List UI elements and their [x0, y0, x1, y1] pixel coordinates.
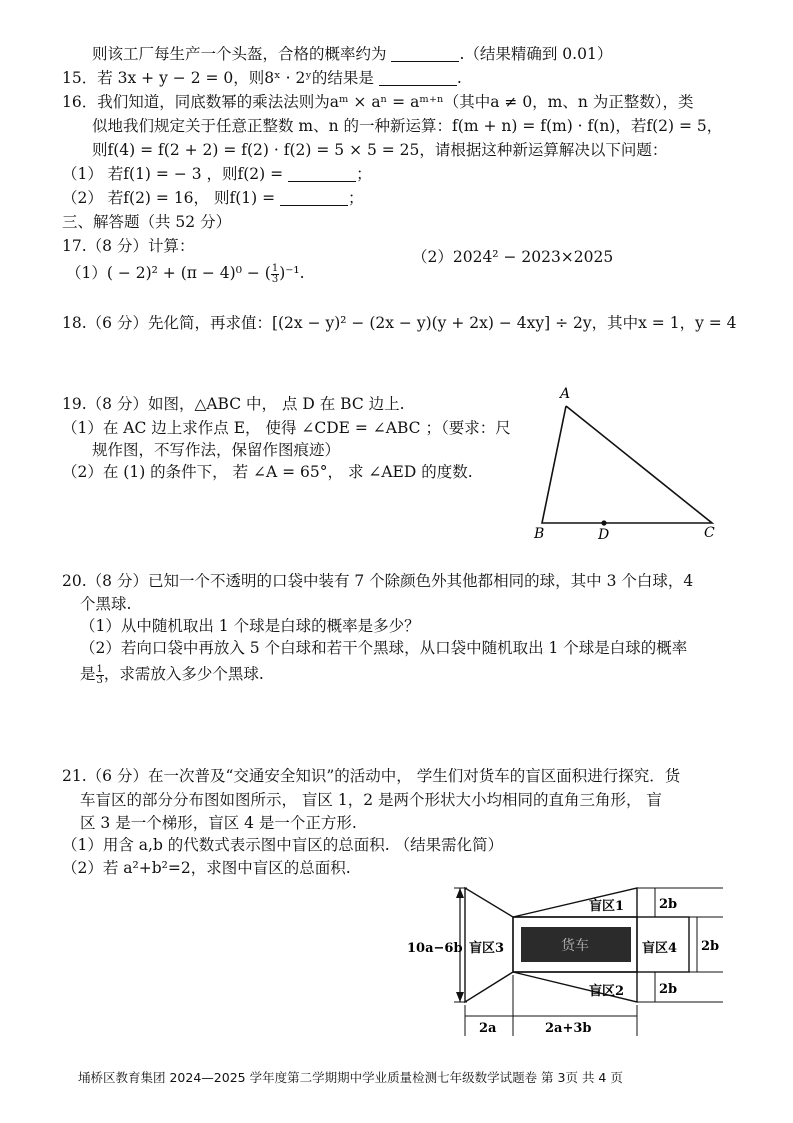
- q16-part2-end: ；: [348, 189, 364, 207]
- q19-line1: 19.（8 分）如图，△ABC 中， 点 D 在 BC 边上.: [62, 395, 405, 413]
- q16-line3: 则f(4) = f(2 + 2) = f(2) · f(2) = 5 × 5 = 25，请根据这种新运算解决以下问题：: [92, 141, 668, 159]
- q19-line4: （2）在 (1) 的条件下， 若 ∠A = 65°， 求 ∠AED 的度数.: [62, 463, 473, 481]
- fraction-denominator: 3: [96, 674, 103, 686]
- q21-line1: 21.（6 分）在一次普及“交通安全知识”的活动中， 学生们对货车的盲区面积进行探究．货: [62, 767, 681, 785]
- question-18: 18.（6 分）先化简，再求值：[(2x − y)² − (2x − y)(y + 2x) − 4xy] ÷ 2y，其中x = 1，y = 4: [62, 314, 737, 332]
- label-a: A: [560, 386, 571, 402]
- label-d: D: [598, 527, 610, 543]
- q15-text: 15．若 3x + y − 2 = 0，则8ˣ · 2ʸ的结果是: [62, 69, 374, 87]
- zone3-label: 盲区3: [469, 941, 505, 956]
- dim-2b-top: 2b: [659, 897, 678, 912]
- fraction: [271, 264, 279, 285]
- q20-line5-pre: 是: [80, 665, 96, 683]
- q21-line5: （2）若 a²+b²=2，求图中盲区的总面积.: [62, 859, 351, 877]
- q16-part2-text: （2） 若f(2) = 16， 则f(1) =: [62, 189, 276, 207]
- zone4-label: 盲区4: [642, 941, 678, 956]
- q16-part1-text: （1） 若f(1) = − 3 ，则f(2) =: [62, 165, 284, 183]
- q19-line3: 规作图，不写作法，保留作图痕迹）: [92, 441, 341, 459]
- q20-line4: （2）若向口袋中再放入 5 个白球和若干个黑球，从口袋中随机取出 1 个球是白球的概率: [80, 639, 688, 657]
- truck-label: 货车: [561, 938, 589, 954]
- q14-tail-text: 则该工厂每生产一个头盔，合格的概率约为: [92, 45, 387, 63]
- arrow-up-icon: [456, 888, 464, 898]
- answer-blank: [288, 165, 356, 182]
- triangle-abc: [542, 406, 712, 523]
- q16-line1: 16．我们知道，同底数幂的乘法法则为aᵐ × aⁿ = aᵐ⁺ⁿ（其中a ≠ 0，m、n 为正整数），类: [62, 93, 694, 111]
- dim-2b-mid: 2b: [701, 939, 720, 954]
- q17-part1: [66, 260, 305, 286]
- q15-tail: .: [456, 69, 462, 87]
- q19-line2: （1）在 AC 边上求作点 E， 使得 ∠CDE = ∠ABC ；（要求：尺: [62, 419, 511, 437]
- q17-part2: （2）2024² − 2023×2025: [412, 248, 614, 266]
- fraction-denominator: 3: [271, 273, 279, 285]
- dim-2b-bot: 2b: [659, 982, 678, 997]
- height-label: 10a−6b: [407, 941, 463, 956]
- q16-part2: [62, 188, 364, 208]
- q16-part1-end: ；: [356, 165, 372, 183]
- zone2-label: 盲区2: [589, 984, 625, 999]
- answer-blank: [280, 189, 348, 206]
- zone1-label: 盲区1: [589, 899, 625, 914]
- q17-part1-pre: （1）( − 2)² + (π − 4)⁰ − (: [66, 264, 271, 282]
- question-15: [62, 68, 462, 88]
- q20-line5: [80, 661, 264, 687]
- q21-line2: 车盲区的部分分布图如图所示， 盲区 1，2 是两个形状大小均相同的直角三角形， 盲: [80, 791, 662, 809]
- q14-tail-note: .（结果精确到 0.01）: [459, 45, 613, 63]
- fraction-numerator: 1: [96, 663, 103, 675]
- fraction-numerator: 1: [271, 262, 279, 274]
- fraction: [96, 665, 104, 686]
- label-c: C: [704, 525, 715, 541]
- q16-part1: [62, 164, 372, 184]
- q20-line5-post: ，求需放入多少个黑球.: [103, 665, 264, 683]
- q17-part1-post: )⁻¹.: [279, 264, 305, 282]
- triangle-figure: [520, 380, 730, 545]
- arrow-down-icon: [456, 992, 464, 1002]
- answer-blank: [391, 45, 459, 62]
- q16-line2: 似地我们规定关于任意正整数 m、n 的一种新运算：f(m + n) = f(m) · f(n)，若f(2) = 5，: [92, 117, 723, 135]
- dim-2a3b: 2a+3b: [545, 1021, 592, 1036]
- q20-line3: （1）从中随机取出 1 个球是白球的概率是多少？: [80, 617, 420, 635]
- q20-line1: 20.（8 分）已知一个不透明的口袋中装有 7 个除颜色外其他都相同的球，其中 3 个白球，4: [62, 572, 694, 590]
- q17-heading: 17.（8 分）计算：: [62, 237, 195, 255]
- page-footer: 埇桥区教育集团 2024—2025 学年度第二学期期中学业质量检测七年级数学试题卷 第 3页 共 4 页: [78, 1070, 623, 1085]
- q20-line2: 个黑球.: [80, 595, 132, 613]
- truck-blindspot-figure: [405, 870, 735, 1040]
- point-d: [601, 520, 606, 525]
- section-heading: 三、解答题（共 52 分）: [62, 213, 232, 231]
- answer-blank: [379, 69, 457, 86]
- q21-line4: （1）用含 a,b 的代数式表示图中盲区的总面积. （结果需化简）: [62, 836, 504, 854]
- label-b: B: [534, 526, 545, 542]
- q14-tail-line: [92, 44, 612, 64]
- q21-line3: 区 3 是一个梯形，盲区 4 是一个正方形.: [80, 814, 357, 832]
- dim-2a: 2a: [479, 1021, 497, 1036]
